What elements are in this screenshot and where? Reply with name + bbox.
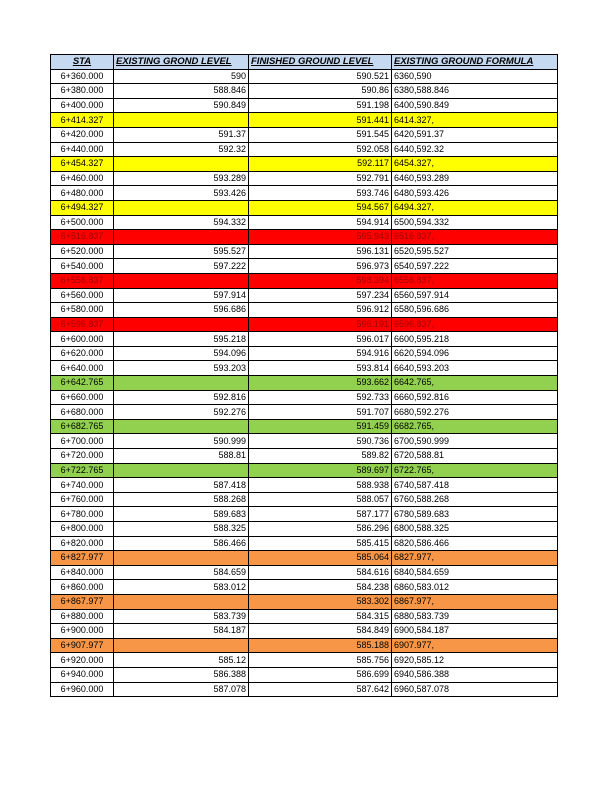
finished-level-cell: 584.616 [249, 565, 392, 580]
station-cell: 6+360.000 [51, 69, 114, 84]
formula-cell: 6580,596.686 [392, 303, 558, 318]
finished-level-cell: 585.756 [249, 653, 392, 668]
finished-level-cell: 592.058 [249, 142, 392, 157]
formula-cell: 6414.327, [392, 113, 558, 128]
table-row [51, 273, 558, 288]
formula-cell: 6840,584.659 [392, 565, 558, 580]
station-cell: 6+840.000 [51, 565, 114, 580]
finished-level-cell: 590.86 [249, 84, 392, 99]
formula-cell: 6867.977, [392, 594, 558, 609]
existing-level-cell: 584.187 [114, 624, 249, 639]
existing-level-cell: 593.426 [114, 186, 249, 201]
finished-level-cell: 589.82 [249, 449, 392, 464]
station-cell: 6+820.000 [51, 536, 114, 551]
existing-level-cell: 589.683 [114, 507, 249, 522]
existing-level-cell [114, 113, 249, 128]
station-cell: 6+900.000 [51, 624, 114, 639]
station-cell: 6+556.837 [51, 273, 114, 288]
station-cell: 6+580.000 [51, 303, 114, 318]
existing-level-cell: 597.222 [114, 259, 249, 274]
finished-level-cell: 593.662 [249, 376, 392, 391]
station-cell: 6+494.327 [51, 200, 114, 215]
finished-level-cell: 584.238 [249, 580, 392, 595]
existing-level-cell [114, 157, 249, 172]
finished-level-cell: 597.234 [249, 288, 392, 303]
formula-cell: 6940,586.388 [392, 667, 558, 682]
formula-cell: 6454.327, [392, 157, 558, 172]
formula-cell: 6556.837, [392, 273, 558, 288]
finished-level-cell: 592.117 [249, 157, 392, 172]
station-cell: 6+620.000 [51, 346, 114, 361]
finished-level-cell: 586.296 [249, 522, 392, 537]
existing-level-cell: 588.81 [114, 449, 249, 464]
table-row [51, 551, 558, 566]
station-cell: 6+682.765 [51, 419, 114, 434]
existing-level-cell: 594.096 [114, 346, 249, 361]
station-cell: 6+780.000 [51, 507, 114, 522]
finished-level-cell: 590.736 [249, 434, 392, 449]
station-cell: 6+520.000 [51, 244, 114, 259]
station-cell: 6+460.000 [51, 171, 114, 186]
formula-cell: 6920,585.12 [392, 653, 558, 668]
table-row [51, 449, 558, 464]
existing-level-cell [114, 419, 249, 434]
table-row [51, 405, 558, 420]
finished-level-cell: 594.567 [249, 200, 392, 215]
formula-cell: 6660,592.816 [392, 390, 558, 405]
header-row [51, 55, 558, 70]
finished-level-cell: 591.198 [249, 98, 392, 113]
table-row [51, 580, 558, 595]
existing-level-cell: 593.289 [114, 171, 249, 186]
existing-level-cell [114, 376, 249, 391]
formula-cell: 6860,583.012 [392, 580, 558, 595]
existing-level-cell: 595.218 [114, 332, 249, 347]
finished-level-cell: 598.394 [249, 273, 392, 288]
station-cell: 6+660.000 [51, 390, 114, 405]
table-row [51, 98, 558, 113]
existing-level-cell: 590.849 [114, 98, 249, 113]
finished-level-cell: 591.545 [249, 127, 392, 142]
table-row [51, 317, 558, 332]
existing-level-cell [114, 317, 249, 332]
existing-level-cell: 590 [114, 69, 249, 84]
formula-cell: 6820,586.466 [392, 536, 558, 551]
formula-cell: 6516.837, [392, 230, 558, 245]
station-cell: 6+680.000 [51, 405, 114, 420]
finished-level-cell: 590.521 [249, 69, 392, 84]
formula-cell: 6780,589.683 [392, 507, 558, 522]
finished-level-cell: 595.943 [249, 230, 392, 245]
formula-cell: 6520,595.527 [392, 244, 558, 259]
station-cell: 6+640.000 [51, 361, 114, 376]
station-cell: 6+867.977 [51, 594, 114, 609]
formula-cell: 6900,584.187 [392, 624, 558, 639]
station-cell: 6+540.000 [51, 259, 114, 274]
table-row [51, 624, 558, 639]
table-row [51, 259, 558, 274]
finished-level-cell: 587.177 [249, 507, 392, 522]
existing-level-cell: 585.12 [114, 653, 249, 668]
station-cell: 6+642.765 [51, 376, 114, 391]
table-row [51, 594, 558, 609]
station-cell: 6+860.000 [51, 580, 114, 595]
table-row [51, 536, 558, 551]
formula-cell: 6680,592.276 [392, 405, 558, 420]
table-row [51, 463, 558, 478]
existing-level-cell: 592.276 [114, 405, 249, 420]
station-cell: 6+700.000 [51, 434, 114, 449]
formula-cell: 6800,588.325 [392, 522, 558, 537]
formula-cell: 6360,590 [392, 69, 558, 84]
station-cell: 6+827.977 [51, 551, 114, 566]
formula-cell: 6642.765, [392, 376, 558, 391]
existing-level-cell: 584.659 [114, 565, 249, 580]
finished-level-cell: 591.459 [249, 419, 392, 434]
existing-level-cell: 586.388 [114, 667, 249, 682]
table-row [51, 171, 558, 186]
finished-level-cell: 591.441 [249, 113, 392, 128]
formula-cell: 6600,595.218 [392, 332, 558, 347]
station-cell: 6+480.000 [51, 186, 114, 201]
table-row [51, 434, 558, 449]
formula-cell: 6760,588.268 [392, 492, 558, 507]
table-row [51, 609, 558, 624]
existing-level-cell [114, 594, 249, 609]
finished-level-cell: 594.914 [249, 215, 392, 230]
finished-level-cell: 596.191 [249, 317, 392, 332]
table-row [51, 492, 558, 507]
finished-level-cell: 585.188 [249, 638, 392, 653]
existing-level-cell [114, 230, 249, 245]
table-row [51, 113, 558, 128]
station-cell: 6+800.000 [51, 522, 114, 537]
formula-cell: 6620,594.096 [392, 346, 558, 361]
table-row [51, 127, 558, 142]
header-finished-ground-level: FINISHED GROUND LEVEL [249, 55, 392, 70]
formula-cell: 6420,591.37 [392, 127, 558, 142]
existing-level-cell [114, 463, 249, 478]
formula-cell: 6960,587.078 [392, 682, 558, 697]
finished-level-cell: 586.699 [249, 667, 392, 682]
formula-cell: 6720,588.81 [392, 449, 558, 464]
station-cell: 6+454.327 [51, 157, 114, 172]
finished-level-cell: 588.057 [249, 492, 392, 507]
formula-cell: 6380,588.846 [392, 84, 558, 99]
header-existing-ground-formula: EXISTING GROUND FORMULA [392, 55, 558, 70]
existing-level-cell [114, 273, 249, 288]
table-row [51, 419, 558, 434]
table-row [51, 303, 558, 318]
existing-level-cell: 583.739 [114, 609, 249, 624]
station-cell: 6+907.977 [51, 638, 114, 653]
existing-level-cell: 588.268 [114, 492, 249, 507]
formula-cell: 6500,594.332 [392, 215, 558, 230]
table-row [51, 332, 558, 347]
station-cell: 6+440.000 [51, 142, 114, 157]
formula-cell: 6640,593.203 [392, 361, 558, 376]
formula-cell: 6596.837, [392, 317, 558, 332]
station-cell: 6+420.000 [51, 127, 114, 142]
finished-level-cell: 593.746 [249, 186, 392, 201]
existing-level-cell [114, 551, 249, 566]
existing-level-cell: 587.078 [114, 682, 249, 697]
table-row [51, 638, 558, 653]
station-cell: 6+880.000 [51, 609, 114, 624]
table-row [51, 157, 558, 172]
station-cell: 6+596.837 [51, 317, 114, 332]
existing-level-cell [114, 638, 249, 653]
table-row [51, 186, 558, 201]
table-row [51, 653, 558, 668]
finished-level-cell: 585.064 [249, 551, 392, 566]
finished-level-cell: 584.849 [249, 624, 392, 639]
table-row [51, 361, 558, 376]
level-table-sheet [50, 54, 557, 697]
existing-level-cell: 583.012 [114, 580, 249, 595]
table-row [51, 376, 558, 391]
existing-level-cell: 586.466 [114, 536, 249, 551]
formula-cell: 6480,593.426 [392, 186, 558, 201]
finished-level-cell: 585.415 [249, 536, 392, 551]
existing-level-cell: 596.686 [114, 303, 249, 318]
table-row [51, 667, 558, 682]
finished-level-cell: 596.912 [249, 303, 392, 318]
finished-level-cell: 593.814 [249, 361, 392, 376]
existing-level-cell [114, 200, 249, 215]
existing-level-cell: 594.332 [114, 215, 249, 230]
formula-cell: 6700,590.999 [392, 434, 558, 449]
table-row [51, 682, 558, 697]
existing-level-cell: 597.914 [114, 288, 249, 303]
formula-cell: 6494.327, [392, 200, 558, 215]
table-body [51, 69, 558, 697]
formula-cell: 6907.977, [392, 638, 558, 653]
station-cell: 6+940.000 [51, 667, 114, 682]
station-cell: 6+920.000 [51, 653, 114, 668]
finished-level-cell: 587.642 [249, 682, 392, 697]
existing-level-cell: 592.816 [114, 390, 249, 405]
existing-level-cell: 587.418 [114, 478, 249, 493]
existing-level-cell: 590.999 [114, 434, 249, 449]
formula-cell: 6460,593.289 [392, 171, 558, 186]
station-cell: 6+722.765 [51, 463, 114, 478]
formula-cell: 6722.765, [392, 463, 558, 478]
header-existing-ground-level: EXISTING GROND LEVEL [114, 55, 249, 70]
table-row [51, 346, 558, 361]
table-row [51, 522, 558, 537]
existing-level-cell: 593.203 [114, 361, 249, 376]
station-cell: 6+500.000 [51, 215, 114, 230]
finished-level-cell: 596.973 [249, 259, 392, 274]
station-cell: 6+720.000 [51, 449, 114, 464]
finished-level-cell: 594.916 [249, 346, 392, 361]
finished-level-cell: 588.938 [249, 478, 392, 493]
station-cell: 6+414.327 [51, 113, 114, 128]
station-cell: 6+400.000 [51, 98, 114, 113]
finished-level-cell: 592.791 [249, 171, 392, 186]
finished-level-cell: 584.315 [249, 609, 392, 624]
finished-level-cell: 589.697 [249, 463, 392, 478]
existing-level-cell: 595.527 [114, 244, 249, 259]
formula-cell: 6540,597.222 [392, 259, 558, 274]
formula-cell: 6560,597.914 [392, 288, 558, 303]
existing-level-cell: 591.37 [114, 127, 249, 142]
existing-level-cell: 588.846 [114, 84, 249, 99]
existing-level-cell: 592.32 [114, 142, 249, 157]
finished-level-cell: 596.017 [249, 332, 392, 347]
table-row [51, 84, 558, 99]
formula-cell: 6682.765, [392, 419, 558, 434]
table-row [51, 142, 558, 157]
station-cell: 6+740.000 [51, 478, 114, 493]
table-row [51, 478, 558, 493]
formula-cell: 6440,592.32 [392, 142, 558, 157]
table-row [51, 390, 558, 405]
station-cell: 6+600.000 [51, 332, 114, 347]
formula-cell: 6400,590.849 [392, 98, 558, 113]
station-cell: 6+960.000 [51, 682, 114, 697]
table-row [51, 507, 558, 522]
formula-cell: 6880,583.739 [392, 609, 558, 624]
ground-level-table [50, 54, 558, 697]
station-cell: 6+516.837 [51, 230, 114, 245]
station-cell: 6+560.000 [51, 288, 114, 303]
station-cell: 6+380.000 [51, 84, 114, 99]
station-cell: 6+760.000 [51, 492, 114, 507]
finished-level-cell: 591.707 [249, 405, 392, 420]
table-row [51, 69, 558, 84]
formula-cell: 6827.977, [392, 551, 558, 566]
table-row [51, 244, 558, 259]
table-row [51, 565, 558, 580]
finished-level-cell: 583.302 [249, 594, 392, 609]
table-row [51, 215, 558, 230]
table-row [51, 200, 558, 215]
table-row [51, 288, 558, 303]
finished-level-cell: 592.733 [249, 390, 392, 405]
existing-level-cell: 588.325 [114, 522, 249, 537]
table-row [51, 230, 558, 245]
finished-level-cell: 596.131 [249, 244, 392, 259]
formula-cell: 6740,587.418 [392, 478, 558, 493]
header-sta: STA [51, 55, 114, 70]
